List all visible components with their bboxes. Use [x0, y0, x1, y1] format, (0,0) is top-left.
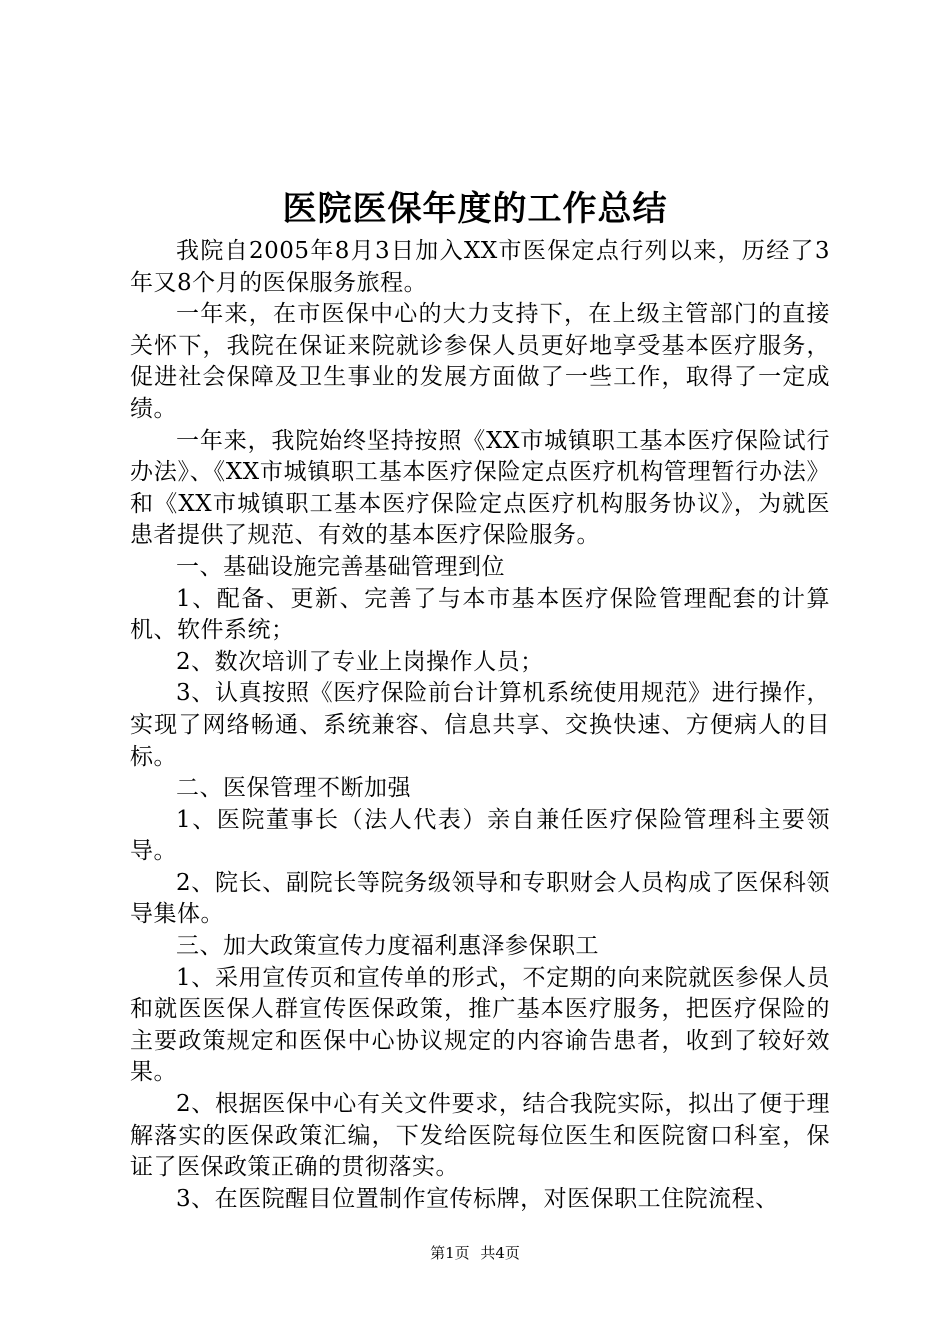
document-title: 医院医保年度的工作总结 [282, 189, 668, 229]
paragraph: 2、根据医保中心有关文件要求，结合我院实际，拟出了便于理解落实的医保政策汇编，下发给医院每位医生和医院窗口科室，保证了医保政策正确的贯彻落实。 [130, 1091, 830, 1181]
paragraph: 3、在医院醒目位置制作宣传标牌，对医保职工住院流程、 [176, 1185, 779, 1212]
section-heading: 三、加大政策宣传力度福利惠泽参保职工 [176, 933, 599, 960]
paragraph: 2、院长、副院长等院务级领导和专职财会人员构成了医保科领导集体。 [130, 869, 830, 928]
page-footer [0, 1243, 950, 1263]
section-heading: 二、医保管理不断加强 [176, 775, 411, 802]
paragraph: 1、采用宣传页和宣传单的形式，不定期的向来院就医参保人员和就医医保人群宣传医保政策，推广基本医疗服务，把医疗保险的主要政策规定和医保中心协议规定的内容谕告患者，收到了较好效果。 [130, 964, 830, 1086]
page-total: 共4页 [480, 1244, 520, 1262]
paragraph: 我院自2005年8月3日加入XX市医保定点行列以来，历经了3年又8个月的医保服务旅程。 [130, 238, 830, 296]
section-heading: 一、基础设施完善基础管理到位 [176, 553, 505, 580]
paragraph: 3、认真按照《医疗保险前台计算机系统使用规范》进行操作，实现了网络畅通、系统兼容、信息共享、交换快速、方便病人的目标。 [130, 680, 830, 770]
paragraph: 1、配备、更新、完善了与本市基本医疗保险管理配套的计算机、软件系统； [130, 585, 830, 644]
page-number: 第1页 [430, 1244, 470, 1262]
paragraph: 1、医院董事长（法人代表）亲自兼任医疗保险管理科主要领导。 [130, 806, 830, 865]
paragraph: 一年来，在市医保中心的大力支持下，在上级主管部门的直接关怀下，我院在保证来院就诊参保人员更好地享受基本医疗服务，促进社会保障及卫生事业的发展方面做了一些工作，取得了一定成绩。 [130, 301, 830, 422]
paragraph: 一年来，我院始终坚持按照《XX市城镇职工基本医疗保险试行办法》、《XX市城镇职工基本医疗保险定点医疗机构管理暂行办法》和《XX市城镇职工基本医疗保险定点医疗机构服务协议》，为就医患者提供了规范、有效的基本医疗保险服务。 [130, 427, 830, 549]
paragraph: 2、数次培训了专业上岗操作人员； [176, 648, 544, 675]
document-body [130, 236, 830, 1215]
